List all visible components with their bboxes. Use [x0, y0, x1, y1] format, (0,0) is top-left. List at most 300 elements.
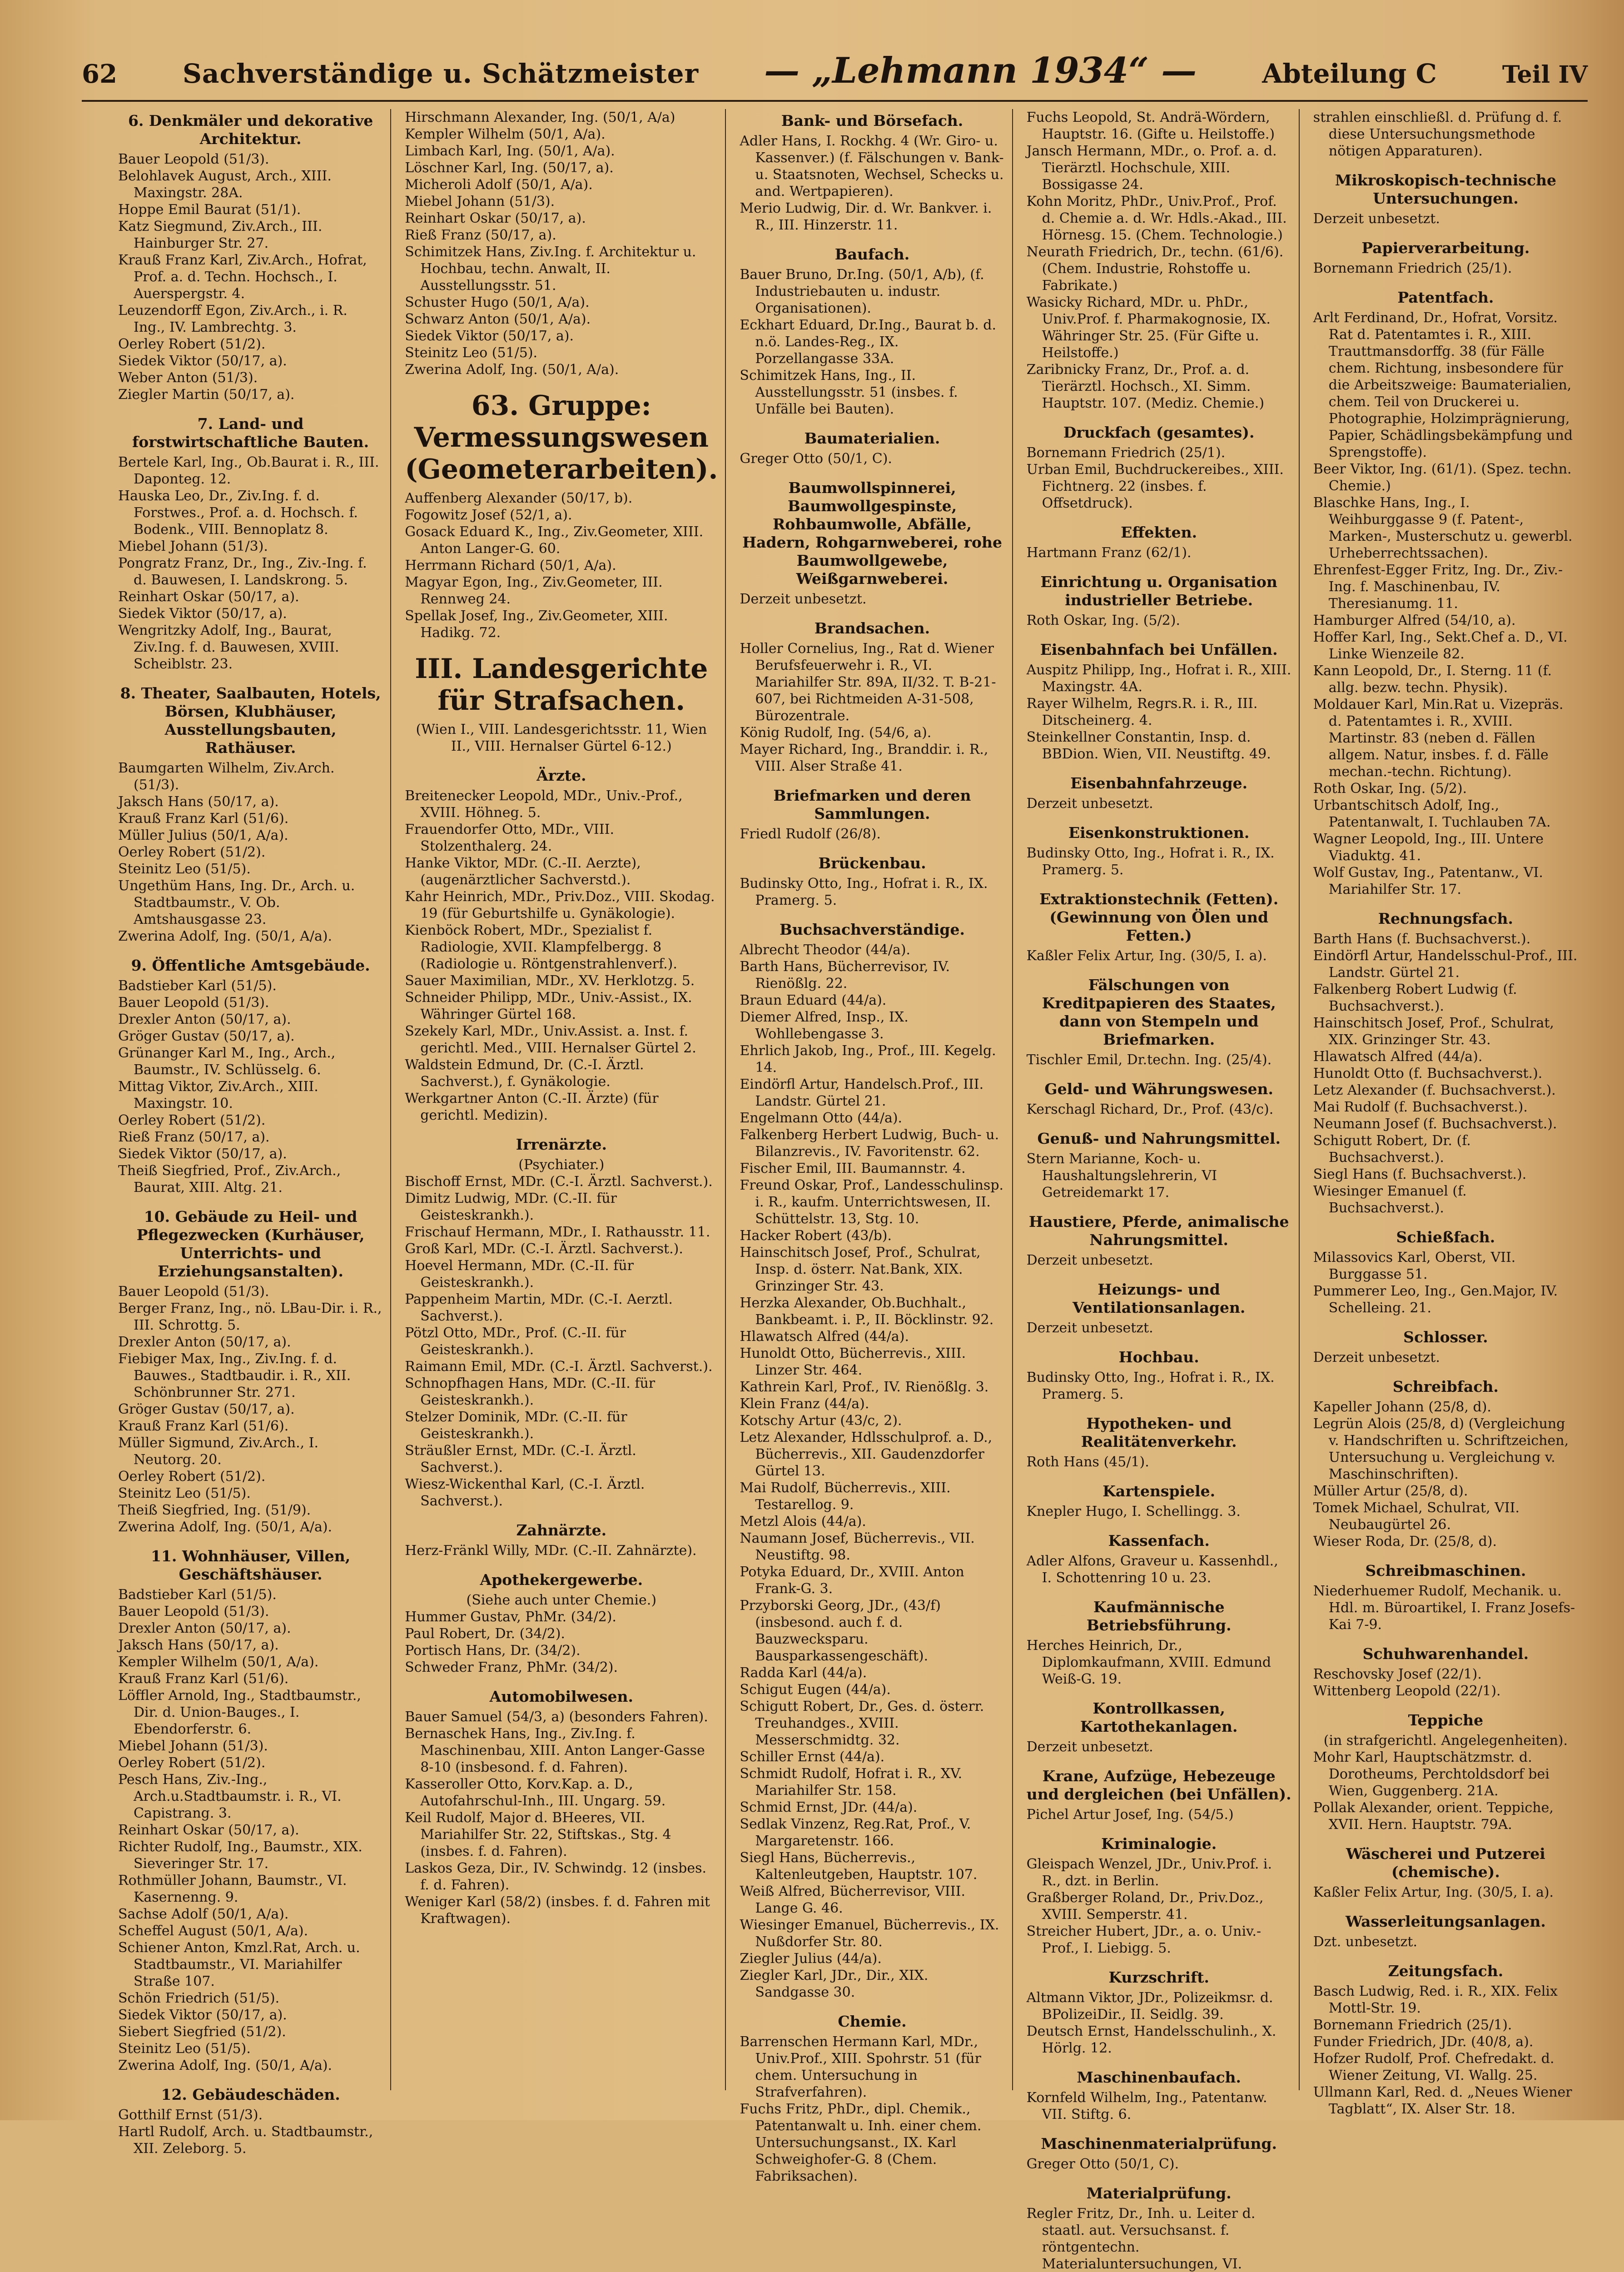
directory-entry: Diemer Alfred, Insp., IX. Wohllebengasse 3. [740, 1009, 909, 1042]
header-left-title: Sachverständige u. Schätzmeister [183, 58, 699, 89]
directory-entry: Neurath Friedrich, Dr., techn. (61/6). (Chem. Industrie, Rohstoffe u. Fabrikate.) [1026, 244, 1284, 294]
directory-entry: Hoppe Emil Baurat (51/1). [118, 202, 301, 218]
directory-entry: Bornemann Friedrich (25/1). [1026, 445, 1226, 461]
directory-entry: Oerley Robert (51/2). [118, 336, 266, 352]
section [1027, 1348, 1291, 1403]
section-title: 7. Land- und forstwirtschaftliche Bauten. [132, 415, 369, 451]
directory-entry: Rayer Wilhelm, Regrs.R. i. R., III. Ditscheinerg. 4. [1026, 696, 1258, 728]
section [1027, 2068, 1291, 2123]
section [1313, 1328, 1578, 1366]
section-title: Haustiere, Pferde, animalische Nahrungsmittel. [1028, 1213, 1289, 1249]
directory-entry: Frauendorfer Otto, MDr., VIII. Stolzenthalerg. 24. [405, 822, 614, 854]
directory-entry: Szekely Karl, MDr., Univ.Assist. a. Inst. f. gerichtl. Med., VIII. Hernalser Gürtel 2. [405, 1023, 696, 1056]
directory-entry: Hirschmann Alexander, Ing. (50/1, A/a) [405, 110, 675, 125]
directory-entry: Hainschitsch Josef, Prof., Schulrat, Insp. d. österr. Nat.Bank, XIX. Grinzinger Str. 43. [740, 1245, 981, 1294]
section-title: Baumwollspinnerei, Baumwollgespinste, Rohbaumwolle, Abfälle, Hadern, Rohgarnweberei, rohe Baumwollgewebe, Weißgarnweberei. [742, 479, 1002, 588]
directory-entry: Raimann Emil, MDr. (C.-I. Ärztl. Sachverst.). [405, 1359, 713, 1375]
section [1313, 1913, 1578, 1950]
directory-entry: Kotschy Artur (43/c, 2). [740, 1413, 902, 1429]
section [740, 112, 1004, 234]
directory-entry: Holler Cornelius, Ing., Rat d. Wiener Berufsfeuerwehr i. R., VI. Mariahilfer Str. 89A, II/32. T. B-21-607, bei Richtmeiden A-31-508, Bürozentrale. [740, 641, 996, 724]
directory-entry: Sträußler Ernst, MDr. (C.-I. Ärztl. Sachverst.). [405, 1443, 636, 1475]
directory-entry: Stern Marianne, Koch- u. Haushaltungslehrerin, VI Getreidemarkt 17. [1026, 1151, 1217, 1201]
directory-entry: Oerley Robert (51/2). [118, 1469, 266, 1485]
section [1313, 1378, 1578, 1550]
directory-entry: Gotthilf Ernst (51/3). [118, 2107, 263, 2123]
directory-entry: Bauer Bruno, Dr.Ing. (50/1, A/b), (f. Industriebauten u. industr. Organisationen). [740, 267, 984, 316]
directory-entry: Herrmann Richard (50/1, A/a). [405, 558, 616, 573]
section [740, 245, 1004, 418]
section-title: III. Landesgerichte für Strafsachen. [415, 653, 708, 717]
directory-entry: strahlen einschließl. d. Prüfung d. f. diese Untersuchungsmethode nötigen Apparaturen). [1313, 110, 1562, 159]
directory-entry: König Rudolf, Ing. (54/6, a). [740, 725, 932, 741]
section [1313, 1711, 1578, 1833]
directory-entry: Löschner Karl, Ing. (50/17, a). [405, 160, 614, 176]
directory-entry: Ullmann Karl, Red. d. „Neues Wiener Tagblatt“, IX. Alser Str. 18. [1313, 2084, 1572, 2117]
directory-entry: Barrenschen Hermann Karl, MDr., Univ.Prof., XIII. Spohrstr. 51 (für chem. Untersuchung in Strafverfahren). [740, 2034, 981, 2100]
directory-entry: Paul Robert, Dr. (34/2). [405, 1626, 565, 1642]
section-title: 10. Gebäude zu Heil- und Pflegezwecken (Kurhäuser, Unterrichts- und Erziehungsanstalten). [136, 1208, 365, 1280]
directory-entry: Richter Rudolf, Ing., Baumstr., XIX. Sieveringer Str. 17. [118, 1839, 363, 1872]
section [1027, 1699, 1291, 1755]
directory-entry: Siegl Hans (f. Buchsachverst.). [1313, 1166, 1527, 1182]
section-title: Apothekergewerbe. [480, 1571, 643, 1589]
header-part-label: Teil IV [1502, 61, 1588, 89]
section-title: Zeitungsfach. [1388, 1962, 1504, 1980]
directory-entry: Pummerer Leo, Ing., Gen.Major, IV. Schelleing. 21. [1313, 1283, 1558, 1316]
section [405, 109, 718, 378]
section [1027, 1968, 1291, 2057]
directory-entry: Micheroli Adolf (50/1, A/a). [405, 177, 593, 193]
directory-entry: Friedl Rudolf (26/8). [740, 826, 881, 842]
directory-entry: Herzka Alexander, Ob.Buchhalt., Bankbeamt. i. P., II. Böcklinstr. 92. [740, 1295, 994, 1328]
directory-entry: Albrecht Theodor (44/a). [740, 942, 911, 958]
section-title: Eisenkonstruktionen. [1068, 824, 1250, 842]
directory-entry: Ungethüm Hans, Ing. Dr., Arch. u. Stadtbaumstr., V. Ob. Amtshausgasse 23. [118, 878, 355, 927]
section [1027, 824, 1291, 878]
directory-entry: Basch Ludwig, Red. i. R., XIX. Felix Mottl-Str. 19. [1313, 1983, 1558, 2016]
directory-entry: Freund Oskar, Prof., Landesschulinsp. i. R., kaufm. Unterrichtswesen, II. Schüttelstr. 13, Stg. 10. [740, 1177, 1004, 1227]
directory-entry: Zwerina Adolf, Ing. (50/1, A/a). [118, 928, 333, 944]
directory-entry: Roth Oskar, Ing. (5/2). [1026, 613, 1181, 628]
directory-entry: Funder Friedrich, JDr. (40/8, a). [1313, 2034, 1534, 2050]
section-title: Briefmarken und deren Sammlungen. [773, 787, 971, 822]
directory-entry: Siebert Siegfried (51/2). [118, 2024, 286, 2040]
directory-entry: Hartmann Franz (62/1). [1026, 545, 1192, 561]
directory-entry: Keil Rudolf, Major d. BHeeres, VII. Mariahilfer Str. 22, Stiftskas., Stg. 4 (insbes. f. d. Fahren). [405, 1810, 671, 1859]
directory-entry: Stelzer Dominik, MDr. (C.-II. für Geisteskrankh.). [405, 1409, 627, 1442]
directory-entry: Letz Alexander (f. Buchsachverst.). [1313, 1082, 1556, 1098]
directory-entry: Mai Rudolf, Bücherrevis., XIII. Testarellog. 9. [740, 1480, 951, 1513]
section [1313, 289, 1578, 898]
directory-entry: Hartl Rudolf, Arch. u. Stadtbaumstr., XII. Zeleborg. 5. [118, 2124, 373, 2157]
section [1313, 1645, 1578, 1699]
directory-entry: Weiß Alfred, Bücherrevisor, VIII. Lange G. 46. [740, 1883, 965, 1916]
section-title: Extraktionstechnik (Fetten). (Gewinnung von Ölen und Fetten.) [1039, 890, 1279, 944]
section [1027, 109, 1291, 412]
directory-entry: Fogowitz Josef (52/1, a). [405, 507, 572, 523]
directory-entry: Laskos Geza, Dir., IV. Schwindg. 12 (insbes. f. d. Fahren). [405, 1860, 707, 1893]
directory-entry: Urban Emil, Buchdruckereibes., XIII. Fichtnerg. 22 (insbes. f. Offsetdruck). [1026, 462, 1284, 511]
page-number: 62 [82, 59, 117, 89]
column-1 [118, 109, 391, 2157]
directory-entry: Schimitzek Hans, Ing., II. Ausstellungsstr. 51 (insbes. f. Unfälle bei Bauten). [740, 368, 958, 417]
section [405, 1521, 718, 1559]
directory-entry: Budinsky Otto, Ing., Hofrat i. R., IX. Pramerg. 5. [740, 876, 988, 908]
column-2 [405, 109, 726, 2090]
section [405, 767, 718, 1124]
section-title: Kurzschrift. [1108, 1968, 1209, 1986]
directory-entry: Breitenecker Leopold, MDr., Univ.-Prof., XVIII. Höhneg. 5. [405, 788, 683, 821]
section-title: Kassenfach. [1108, 1532, 1210, 1550]
directory-entry: Niederhuemer Rudolf, Mechanik. u. Hdl. m. Büroartikel, I. Franz Josefs-Kai 7-9. [1313, 1583, 1575, 1633]
directory-entry: Kempler Wilhelm (50/1, A/a). [118, 1654, 319, 1670]
directory-entry: Wittenberg Leopold (22/1). [1313, 1683, 1501, 1699]
directory-entry: Bauer Leopold (51/3). [118, 995, 269, 1011]
directory-entry: Derzeit unbesetzt. [1313, 211, 1440, 227]
directory-entry: Miebel Johann (51/3). [405, 194, 555, 209]
directory-entry: Derzeit unbesetzt. [1026, 1320, 1153, 1336]
directory-entry: Metzl Alois (44/a). [740, 1514, 866, 1530]
directory-entry: Mohr Karl, Hauptschätzmstr. d. Dorotheums, Perchtoldsdorf bei Wien, Guggenberg. 21A. [1313, 1749, 1550, 1799]
directory-entry: Oerley Robert (51/2). [118, 1112, 266, 1128]
directory-entry: Derzeit unbesetzt. [1313, 1350, 1440, 1365]
directory-entry: Grünanger Karl M., Ing., Arch., Baumstr., IV. Schlüsselg. 6. [118, 1045, 336, 1078]
directory-entry: Pötzl Otto, MDr., Prof. (C.-II. für Geisteskrankh.). [405, 1325, 626, 1358]
directory-entry: Naumann Josef, Bücherrevis., VII. Neustiftg. 98. [740, 1530, 975, 1563]
directory-entry: Waldstein Edmund, Dr. (C.-I. Ärztl. Sachverst.), f. Gynäkologie. [405, 1057, 644, 1090]
directory-entry: Tomek Michael, Schulrat, VII. Neubaugürtel 26. [1313, 1500, 1520, 1533]
section-title: Eisenbahnfach bei Unfällen. [1040, 641, 1278, 658]
directory-entry: Ehrenfest-Egger Fritz, Ing. Dr., Ziv.-Ing. f. Maschinenbau, IV. Theresianumg. 11. [1313, 562, 1563, 612]
column-3 [740, 109, 1013, 2184]
directory-entry: Merio Ludwig, Dir. d. Wr. Bankver. i. R., III. Hinzerstr. 11. [740, 200, 992, 233]
directory-entry: Kohn Moritz, PhDr., Univ.Prof., Prof. d. Chemie a. d. Wr. Hdls.-Akad., III. Hörnesg. 15. (Chem. Technologie.) [1026, 194, 1287, 243]
directory-entry: Auffenberg Alexander (50/17, b). [405, 490, 633, 506]
directory-entry: Theiß Siegfried, Ing. (51/9). [118, 1502, 311, 1518]
directory-entry: Siedek Viktor (50/17, a). [118, 353, 287, 369]
directory-entry: Löffler Arnold, Ing., Stadtbaumstr., Dir. d. Union-Bauges., I. Ebendorferstr. 6. [118, 1688, 361, 1737]
directory-entry: Kienböck Robert, MDr., Spezialist f. Radiologie, XVII. Klampfelbergg. 8 (Radiologie u. Röntgenstrahlenverf.). [405, 922, 677, 972]
directory-entry: Klein Franz (44/a). [740, 1396, 869, 1412]
directory-entry: Gröger Gustav (50/17, a). [118, 1028, 295, 1044]
section [118, 415, 383, 673]
directory-entry: Derzeit unbesetzt. [1026, 1252, 1153, 1268]
section-note: (Siehe auch unter Chemie.) [466, 1592, 657, 1608]
directory-entry: Pongratz Franz, Dr., Ing., Ziv.-Ing. f. d. Bauwesen, I. Landskrong. 5. [118, 555, 367, 588]
section-title: 9. Öffentliche Amtsgebäude. [131, 957, 370, 974]
directory-entry: Fischer Emil, III. Baumannstr. 4. [740, 1161, 966, 1176]
section-title: Irrenärzte. [516, 1136, 607, 1153]
section [405, 1571, 718, 1676]
directory-entry: Eckhart Eduard, Dr.Ing., Baurat b. d. n.ö. Landes-Reg., IX. Porzellangasse 33A. [740, 317, 997, 367]
directory-entry: Bauer Samuel (54/3, a) (besonders Fahren). [405, 1709, 708, 1725]
directory-entry: Wiesinger Emanuel, Bücherrevis., IX. Nußdorfer Str. 80. [740, 1917, 999, 1950]
section-title: 11. Wohnhäuser, Villen, Geschäftshäuser. [150, 1547, 351, 1583]
directory-entry: Milassovics Karl, Oberst, VII. Burggasse 51. [1313, 1250, 1516, 1282]
directory-entry: Wagner Leopold, Ing., III. Untere Viaduktg. 41. [1313, 831, 1544, 864]
directory-entry: Magyar Egon, Ing., Ziv.Geometer, III. Rennweg 24. [405, 574, 663, 607]
section [1027, 1532, 1291, 1586]
directory-entry: Schimitzek Hans, Ziv.Ing. f. Architektur u. Hochbau, techn. Anwalt, II. Ausstellungsstr. 51. [405, 244, 696, 294]
directory-entry: Wiesz-Wickenthal Karl, (C.-I. Ärztl. Sachverst.). [405, 1476, 645, 1509]
directory-entry: Kornfeld Wilhelm, Ing., Patentanw. VII. Stiftg. 6. [1026, 2090, 1267, 2123]
section-title: Baufach. [834, 245, 910, 263]
section [118, 684, 383, 945]
section [1027, 1415, 1291, 1470]
directory-entry: Leuzendorff Egon, Ziv.Arch., i. R. Ing., IV. Lambrechtg. 3. [118, 303, 348, 335]
section-title: Brückenbau. [818, 854, 926, 872]
directory-entry: Zwerina Adolf, Ing. (50/1, A/a). [118, 1519, 333, 1535]
directory-entry: Legrün Alois (25/8, d) (Vergleichung v. Handschriften u. Schriftzeichen, Untersuchung u. Vergleichung v. Maschinschriften). [1313, 1416, 1569, 1482]
directory-entry: Przyborski Georg, JDr., (43/f) (insbesond. auch f. d. Bauzwecksparu. Bausparkassengeschäft). [740, 1598, 941, 1664]
directory-entry: Müller Julius (50/1, A/a). [118, 827, 288, 843]
section [1027, 976, 1291, 1068]
directory-entry: Pesch Hans, Ziv.-Ing., Arch.u.Stadtbaumstr. i. R., VI. Capistrang. 3. [118, 1772, 342, 1821]
section-title: Druckfach (gesamtes). [1063, 424, 1255, 441]
directory-entry: Sedlak Vinzenz, Reg.Rat, Prof., V. Margaretenstr. 166. [740, 1816, 971, 1849]
directory-entry: Wasicky Richard, MDr. u. PhDr., Univ.Prof. f. Pharmakognosie, IX. Währinger Str. 25. (Für Gifte u. Heilstoffe.) [1026, 294, 1271, 361]
section-title: Baumaterialien. [804, 429, 940, 447]
section-title: Kriminalogie. [1101, 1835, 1217, 1853]
section-title: Buchsachverständige. [780, 921, 965, 938]
directory-entry: Pappenheim Martin, MDr. (C.-I. Aerztl. Sachverst.). [405, 1291, 673, 1324]
directory-entry: Adler Alfons, Graveur u. Kassenhdl., I. Schottenring 10 u. 23. [1026, 1553, 1278, 1586]
directory-entry: Scheffel August (50/1, A/a). [118, 1923, 308, 1939]
directory-entry: Bornemann Friedrich (25/1). [1313, 260, 1512, 276]
directory-entry: Gröger Gustav (50/17, a). [118, 1401, 295, 1417]
directory-entry: Siedek Viktor (50/17, a). [118, 606, 287, 622]
directory-entry: Kerschagl Richard, Dr., Prof. (43/c). [1026, 1101, 1274, 1117]
section [1027, 1767, 1291, 1823]
directory-entry: Katz Siegmund, Ziv.Arch., III. Hainburger Str. 27. [118, 219, 323, 251]
section-title: Patentfach. [1397, 289, 1494, 306]
section-title: 8. Theater, Saalbauten, Hotels, Börsen, Klubhäuser, Ausstellungsbauten, Rathäuser. [120, 684, 381, 757]
directory-entry: Portisch Hans, Dr. (34/2). [405, 1643, 581, 1659]
section-title: Heizungs- und Ventilationsanlagen. [1072, 1280, 1246, 1316]
directory-entry: Falkenberg Robert Ludwig (f. Buchsachverst.). [1313, 982, 1517, 1014]
section [405, 390, 718, 641]
section-title: Schuhwarenhandel. [1362, 1645, 1529, 1663]
directory-entry: Schiener Anton, Kmzl.Rat, Arch. u. Stadtbaumstr., VI. Mariahilfer Straße 107. [118, 1940, 360, 1989]
directory-entry: Rieß Franz (50/17, a). [405, 227, 556, 243]
section-title: Wäscherei und Putzerei (chemische). [1346, 1845, 1545, 1881]
directory-entry: Ziegler Karl, JDr., Dir., XIX. Sandgasse 30. [740, 1968, 929, 2000]
directory-entry: Spellak Josef, Ing., Ziv.Geometer, XIII. Hadikg. 72. [405, 608, 668, 641]
directory-entry: Gosack Eduard K., Ing., Ziv.Geometer, XIII. Anton Langer-G. 60. [405, 524, 704, 557]
section-title: Teppiche [1408, 1711, 1484, 1729]
directory-entry: Hofzer Rudolf, Prof. Chefredakt. d. Wiener Zeitung, VI. Wallg. 25. [1313, 2051, 1554, 2083]
section [1027, 1130, 1291, 1201]
section-title: Effekten. [1121, 523, 1197, 541]
section-title: Schießfach. [1396, 1228, 1495, 1246]
directory-entry: Steinitz Leo (51/5). [405, 345, 538, 361]
directory-entry: Neumann Josef (f. Buchsachverst.). [1313, 1116, 1557, 1132]
section-note: (Psychiater.) [518, 1157, 605, 1173]
section [1027, 641, 1291, 762]
directory-entry: Siedek Viktor (50/17, a). [118, 2007, 287, 2023]
section-title: Einrichtung u. Organisation industrieller Betriebe. [1040, 573, 1277, 609]
directory-entry: Deutsch Ernst, Handelsschulinh., X. Hörlg. 12. [1026, 2023, 1276, 2056]
directory-entry: Mai Rudolf (f. Buchsachverst.). [1313, 1099, 1528, 1115]
directory-entry: Miebel Johann (51/3). [118, 1738, 268, 1754]
section [1027, 1598, 1291, 1688]
directory-entry: Roth Oskar, Ing. (5/2). [1313, 781, 1467, 797]
directory-entry: Bauer Leopold (51/3). [118, 1604, 269, 1619]
directory-entry: Urbantschitsch Adolf, Ing., Patentanwalt, I. Tuchlauben 7A. [1313, 797, 1551, 830]
directory-entry: Regler Fritz, Dr., Inh. u. Leiter d. staatl. aut. Versuchsanst. f. röntgentechn. Materialuntersuchungen, VI. [1026, 2206, 1256, 2272]
section [1027, 573, 1291, 629]
section-title: Schlosser. [1403, 1328, 1488, 1346]
section [740, 479, 1004, 608]
section-title: Brandsachen. [814, 619, 930, 637]
directory-entry: Reinhart Oskar (50/17, a). [405, 210, 586, 226]
section [1027, 774, 1291, 812]
directory-entry: Bernaschek Hans, Ing., Ziv.Ing. f. Maschinenbau, XIII. Anton Langer-Gasse 8-10 (insbesond. f. d. Fahren). [405, 1726, 705, 1775]
directory-entry: Müller Sigmund, Ziv.Arch., I. Neutorg. 20. [118, 1435, 319, 1468]
directory-entry: Oerley Robert (51/2). [118, 844, 266, 860]
section [1313, 109, 1578, 159]
directory-entry: Kaßler Felix Artur, Ing. (30/5, I. a). [1313, 1884, 1554, 1900]
directory-entry: Sauer Maximilian, MDr., XV. Herklotzg. 5. [405, 973, 695, 989]
directory-entry: Steinitz Leo (51/5). [118, 861, 251, 877]
section [1313, 239, 1578, 277]
directory-entry: Drexler Anton (50/17, a). [118, 1620, 291, 1636]
directory-entry: Blaschke Hans, Ing., I. Weihburggasse 9 (f. Patent-, Marken-, Musterschutz u. gewerbl. Urheberrechtssachen). [1313, 495, 1573, 561]
directory-entry: Hunoldt Otto (f. Buchsachverst.). [1313, 1066, 1543, 1081]
directory-entry: Kathrein Karl, Prof., IV. Rienößlg. 3. [740, 1379, 989, 1395]
directory-entry: Müller Artur (25/8, d). [1313, 1483, 1468, 1499]
directory-entry: Budinsky Otto, Ing., Hofrat i. R., IX. Pramerg. 5. [1026, 1370, 1275, 1402]
section-title: Hypotheken- und Realitätenverkehr. [1081, 1415, 1237, 1450]
section [1027, 424, 1291, 512]
directory-entry: Rieß Franz (50/17, a). [118, 1129, 270, 1145]
header-center-title: — „Lehmann 1934“ — [764, 50, 1197, 91]
directory-entry: Hummer Gustav, PhMr. (34/2). [405, 1609, 616, 1625]
directory-entry: Bornemann Friedrich (25/1). [1313, 2017, 1512, 2033]
directory-entry: Bertele Karl, Ing., Ob.Baurat i. R., III. Daponteg. 12. [118, 454, 379, 487]
directory-entry: Groß Karl, MDr. (C.-I. Ärztl. Sachverst.). [405, 1241, 683, 1257]
section [1313, 910, 1578, 1216]
directory-entry: Frischauf Hermann, MDr., I. Rathausstr. 11. [405, 1224, 710, 1240]
directory-entry: Schigutt Robert, Dr., Ges. d. österr. Treuhandges., XVIII. Messerschmidtg. 32. [740, 1699, 984, 1748]
text-columns [118, 109, 1585, 2272]
directory-entry: Schiller Ernst (44/a). [740, 1749, 885, 1765]
directory-entry: Miebel Johann (51/3). [118, 538, 268, 554]
section-title: Geld- und Währungswesen. [1044, 1080, 1273, 1098]
section-title: Materialprüfung. [1086, 2184, 1232, 2202]
section [1027, 1835, 1291, 1957]
directory-entry: Siedek Viktor (50/17, a). [118, 1146, 287, 1162]
directory-entry: Jaksch Hans (50/17, a). [118, 1637, 279, 1653]
section [1027, 1080, 1291, 1118]
section-title: Schreibfach. [1392, 1378, 1499, 1395]
directory-entry: Rothmüller Johann, Baumstr., VI. Kasernenng. 9. [118, 1873, 347, 1905]
section [740, 854, 1004, 909]
section [118, 957, 383, 1196]
directory-entry: Kahr Heinrich, MDr., Priv.Doz., VIII. Skodag. 19 (für Geburtshilfe u. Gynäkologie). [405, 889, 715, 922]
directory-entry: Wieser Roda, Dr. (25/8, d). [1313, 1534, 1497, 1550]
section-note: (Wien I., VIII. Landesgerichtsstr. 11, Wien II., VIII. Hernalser Gürtel 6-12.) [416, 722, 707, 754]
directory-entry: Streicher Hubert, JDr., a. o. Univ.-Prof., I. Liebigg. 5. [1026, 1923, 1261, 1956]
section-title: Krane, Aufzüge, Hebezeuge und dergleichen (bei Unfällen). [1026, 1767, 1291, 1803]
directory-entry: Mayer Richard, Ing., Branddir. i. R., VIII. Alser Straße 41. [740, 742, 988, 774]
directory-entry: Tischler Emil, Dr.techn. Ing. (25/4). [1026, 1052, 1272, 1068]
section-title: 63. Gruppe: Vermessungswesen (Geometerarbeiten). [405, 390, 718, 485]
directory-entry: Reinhart Oskar (50/17, a). [118, 589, 299, 605]
page-header [82, 50, 1588, 102]
directory-entry: Falkenberg Herbert Ludwig, Buch- u. Bilanzrevis., IV. Favoritenstr. 62. [740, 1127, 999, 1160]
directory-entry: Greger Otto (50/1, C). [1026, 2156, 1179, 2172]
directory-entry: Dimitz Ludwig, MDr. (C.-II. für Geisteskrankh.). [405, 1191, 617, 1223]
directory-entry: Schwarz Anton (50/1, A/a). [405, 311, 591, 327]
directory-entry: Engelmann Otto (44/a). [740, 1110, 903, 1126]
section-title: Kartenspiele. [1103, 1482, 1216, 1500]
section-note: (in strafgerichtl. Angelegenheiten). [1323, 1733, 1568, 1749]
section [1027, 1280, 1291, 1336]
directory-entry: Belohlavek August, Arch., XIII. Maxingstr. 28A. [118, 168, 332, 201]
directory-entry: Eindörfl Artur, Handelsschul-Prof., III. Landstr. Gürtel 21. [1313, 948, 1578, 981]
section [118, 1208, 383, 1535]
directory-entry: Hacker Robert (43/b). [740, 1228, 892, 1244]
section [740, 619, 1004, 775]
directory-entry: Arlt Ferdinand, Dr., Hofrat, Vorsitz. Rat d. Patentamtes i. R., XIII. Trauttmansdorffg. 38 (für Fälle chem. Richtung, insbesondere für die Arbeitszweige: Baumaterialien, chem. Teil von Druckerei u. Photographie, Holzimprägnierung, Papier, Schädlingsbekämpfung und Sprengstoffe). [1313, 310, 1573, 460]
directory-entry: Hunoldt Otto, Bücherrevis., XIII. Linzer Str. 464. [740, 1345, 966, 1378]
directory-entry: Drexler Anton (50/17, a). [118, 1011, 291, 1027]
directory-entry: Schön Friedrich (51/5). [118, 1990, 280, 2006]
directory-entry: Hoevel Hermann, MDr. (C.-II. für Geisteskrankh.). [405, 1258, 634, 1290]
directory-entry: Derzeit unbesetzt. [1026, 796, 1153, 812]
directory-entry: Siedek Viktor (50/17, a). [405, 328, 574, 344]
directory-entry: Schigutt Robert, Dr. (f. Buchsachverst.). [1313, 1133, 1471, 1166]
directory-entry: Berger Franz, Ing., nö. LBau-Dir. i. R., III. Schrottg. 5. [118, 1300, 382, 1333]
directory-entry: Barth Hans (f. Buchsachverst.). [1313, 931, 1531, 947]
directory-entry: Barth Hans, Bücherrevisor, IV. Rienößlg. 22. [740, 959, 950, 992]
directory-entry: Steinitz Leo (51/5). [118, 1485, 251, 1501]
section-title: Hochbau. [1118, 1348, 1199, 1366]
directory-entry: Pollak Alexander, orient. Teppiche, XVII. Hern. Hauptstr. 79A. [1313, 1800, 1554, 1833]
directory-entry: Sachse Adolf (50/1, A/a). [118, 1906, 289, 1922]
directory-entry: Knepler Hugo, I. Schellingg. 3. [1026, 1504, 1241, 1520]
directory-entry: Weber Anton (51/3). [118, 370, 258, 386]
directory-entry: Derzeit unbesetzt. [1026, 1739, 1153, 1755]
section [740, 2013, 1004, 2185]
section [1313, 171, 1578, 227]
directory-entry: Hanke Viktor, MDr. (C.-II. Aerzte), (augenärztlicher Sachverstd.). [405, 855, 641, 888]
section-title: Ärzte. [536, 767, 586, 784]
directory-entry: Schmidt Rudolf, Hofrat i. R., XV. Mariahilfer Str. 158. [740, 1766, 963, 1799]
column-5 [1313, 109, 1585, 2117]
directory-entry: Jansch Hermann, MDr., o. Prof. a. d. Tierärztl. Hochschule, XIII. Bossigasse 24. [1026, 143, 1277, 193]
section [118, 2086, 383, 2157]
directory-entry: Oerley Robert (51/2). [118, 1755, 266, 1771]
section-title: Maschinenbaufach. [1077, 2068, 1242, 2086]
directory-entry: Beer Viktor, Ing. (61/1). (Spez. techn. Chemie.) [1313, 461, 1572, 494]
directory-entry: Altmann Viktor, JDr., Polizeikmsr. d. BPolizeiDir., II. Seidlg. 39. [1026, 1990, 1273, 2023]
directory-entry: Radda Karl (44/a). [740, 1665, 867, 1681]
section-title: 6. Denkmäler und dekorative Architektur. [128, 112, 373, 148]
directory-entry: Dzt. unbesetzt. [1313, 1934, 1417, 1950]
directory-entry: Krauß Franz Karl (51/6). [118, 811, 289, 827]
directory-entry: Siegl Hans, Bücherrevis., Kaltenleutgeben, Hauptstr. 107. [740, 1850, 978, 1883]
section [1313, 1962, 1578, 2118]
directory-entry: Gleispach Wenzel, JDr., Univ.Prof. i. R., dzt. in Berlin. [1026, 1856, 1272, 1889]
directory-entry: Zwerina Adolf, Ing. (50/1, A/a). [118, 2058, 333, 2073]
directory-entry: Eindörfl Artur, Handelsch.Prof., III. Landstr. Gürtel 21. [740, 1076, 984, 1109]
section [740, 787, 1004, 842]
section-title: 12. Gebäudeschäden. [161, 2086, 340, 2103]
directory-entry: Roth Hans (45/1). [1026, 1454, 1149, 1470]
